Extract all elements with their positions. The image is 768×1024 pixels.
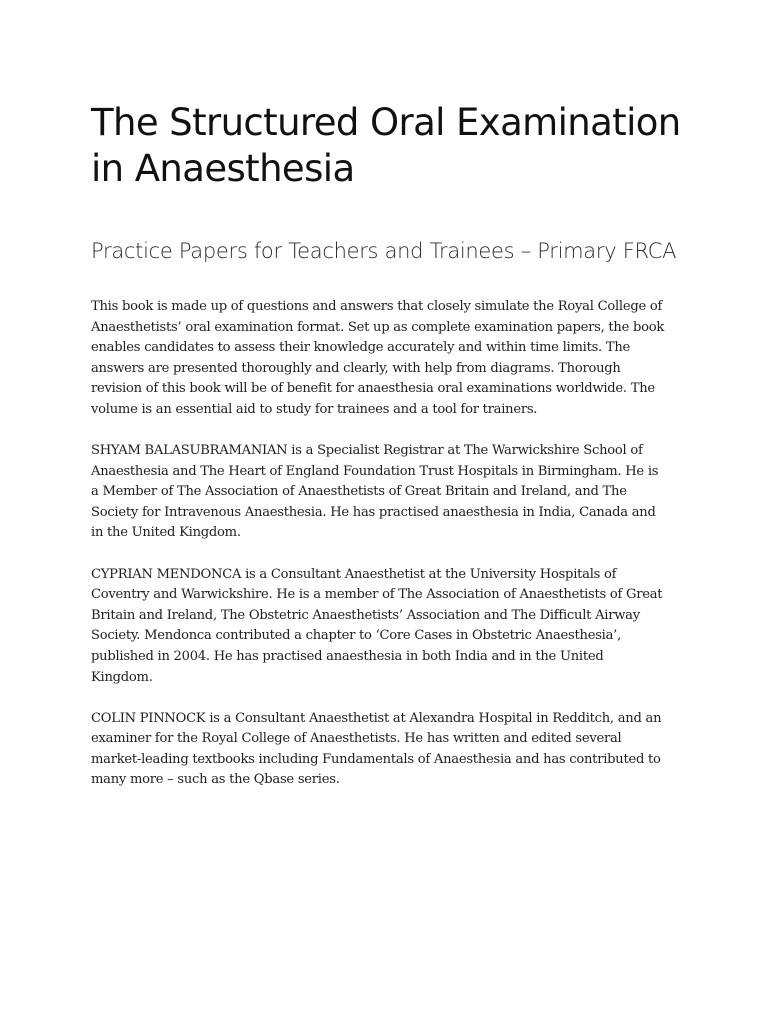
author-bio-pinnock: COLIN PINNOCK is a Consultant Anaesthetist at Alexandra Hospital in Redditch, and an examiner for the Royal College of Anaesthetists. He has written and edited several market-leading textbooks including Fundamentals of Anaesthesia and has contributed to many more – such as the Qbase series. <box>91 710 662 788</box>
book-title-line-1: The Structured Oral Examination <box>91 101 681 144</box>
book-subtitle: Practice Papers for Teachers and Trainees – Primary FRCA <box>91 239 677 263</box>
book-description <box>91 297 667 811</box>
author-bio-balasubramanian: SHYAM BALASUBRAMANIAN is a Specialist Registrar at The Warwickshire School of Anaesthesia and The Heart of England Foundation Trust Hospitals in Birmingham. He is a Member of The Association of Anaesthetists of Great Britain and Ireland, and The Society for Intravenous Anaesthesia. He has practised anaesthesia in India, Canada and in the United Kingdom. <box>91 443 659 541</box>
book-title-line-2: in Anaesthesia <box>91 147 355 190</box>
author-bio-mendonca: CYPRIAN MENDONCA is a Consultant Anaesthetist at the University Hospitals of Coventry and Warwickshire. He is a member of The Association of Anaesthetists of Great Britain and Ireland, The Obstetric Anaesthetists’ Association and The Difficult Airway Society. Mendonca contributed a chapter to ‘Core Cases in Obstetric Anaesthesia’, published in 2004. He has practised anaesthesia in both India and in the United Kingdom. <box>91 566 663 685</box>
book-title <box>91 100 691 192</box>
description-paragraph: This book is made up of questions and answers that closely simulate the Royal College of Anaesthetists’ oral examination format. Set up as complete examination papers, the book enables candidates to assess their knowledge accurately and within time limits. The answers are presented thoroughly and clearly, with help from diagrams. Thorough revision of this book will be of benefit for anaesthesia oral examinations worldwide. The volume is an essential aid to study for trainees and a tool for trainers. <box>91 299 665 417</box>
